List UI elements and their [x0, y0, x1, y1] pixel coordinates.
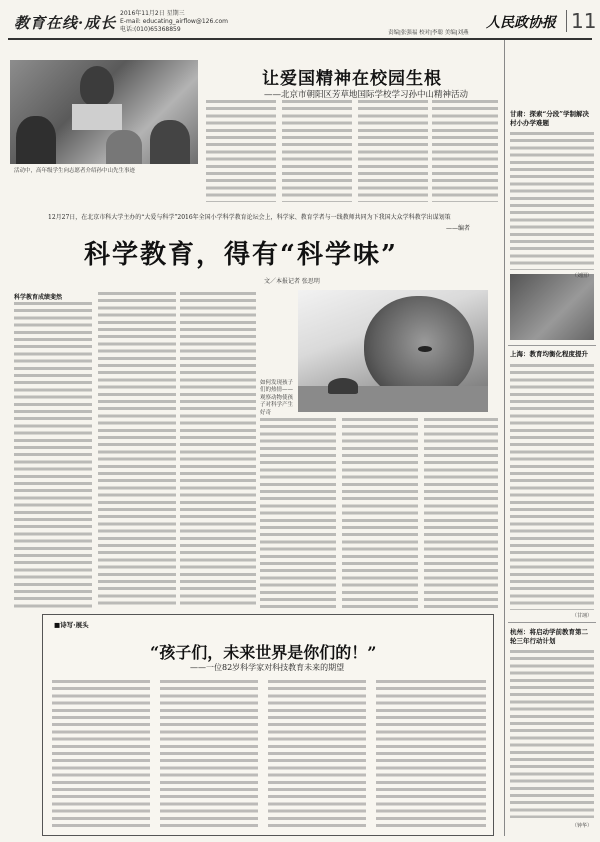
article1-column	[358, 100, 428, 202]
sidebar-signature: （刘国）	[572, 273, 593, 279]
article2-column	[98, 292, 176, 608]
article2-photo	[298, 290, 488, 412]
boxed-article-column	[160, 680, 258, 828]
article2-column	[424, 418, 498, 608]
masthead	[8, 6, 597, 40]
masthead-phone: 电话:(010)65368859	[120, 26, 181, 33]
article2-column	[14, 302, 92, 608]
sidebar-separator	[508, 622, 596, 623]
paper-name: 人民政协报	[486, 15, 556, 31]
article1-column	[206, 100, 276, 202]
boxed-article-column	[268, 680, 366, 828]
photo-person	[150, 120, 190, 164]
page-number: 11	[566, 10, 596, 32]
article1-subheadline: ——北京市朝阳区芳草地国际学校学习孙中山精神活动	[264, 90, 469, 100]
article2-subheading: 科学教育成绩斐然	[14, 294, 63, 301]
sidebar-column	[510, 132, 594, 270]
photo-child	[106, 130, 142, 164]
article2-column	[342, 418, 418, 608]
boxed-article-subheadline: ——一位82岁科学家对科技教育未来的期望	[190, 663, 345, 672]
article2-headline: 科学教育，得有“科学味”	[84, 240, 398, 270]
sidebar-headline-shanghai: 上海：教育均衡化程度提升	[510, 350, 588, 358]
article2-byline: 文／本报记者 张思明	[264, 278, 320, 285]
masthead-date: 2016年11月2日 星期三	[120, 10, 185, 17]
photo-table	[298, 386, 488, 412]
article1-photo	[10, 60, 198, 164]
boxed-article-headline: “孩子们，未来世界是你们的！”	[150, 643, 377, 662]
statue-pedestal	[72, 104, 122, 130]
masthead-meta	[120, 10, 230, 34]
sidebar-divider	[504, 40, 505, 836]
masthead-editors: 责编|张强福 校对|李聪 美编|刘燕	[388, 30, 469, 36]
article1-photo-caption: 活动中，高年级学生向志愿者介绍孙中山先生事迹	[14, 168, 136, 174]
sidebar-column	[510, 650, 594, 818]
boxed-article-tag: ■诗写·展头	[54, 621, 89, 629]
masthead-email: E-mail: educating_airflow@126.com	[120, 18, 228, 25]
article1-column	[432, 100, 498, 202]
sidebar-separator	[508, 345, 596, 346]
section-logo: 教育在线·成长	[14, 14, 117, 32]
article1-headline: 让爱国精神在校园生根	[262, 69, 442, 89]
statue-bust	[80, 66, 114, 106]
photo-person	[16, 116, 56, 164]
child-eye	[418, 346, 432, 352]
snail	[328, 378, 358, 394]
boxed-article-column	[52, 680, 150, 828]
sidebar-signature: （甘翊）	[572, 613, 593, 619]
article2-column	[180, 292, 256, 608]
sidebar-headline-gansu: 甘肃：探索“分段”学制解决村小办学难题	[510, 110, 589, 127]
article2-column	[260, 418, 336, 608]
sidebar-headline-hangzhou: 杭州：将启动学前教育第二轮三年行动计划	[510, 628, 588, 645]
article1-column	[282, 100, 352, 202]
sidebar-column	[510, 364, 594, 610]
boxed-article-column	[376, 680, 486, 828]
sidebar-photo	[510, 274, 594, 340]
article2-lede: 12月27日，在北京市科大学主办的“大爱与科学”2016年全国小学科学教育论坛会上，科学家、教育学者与一线教师共同为下我国大众学科教学出谋划策	[48, 214, 451, 221]
sidebar-signature: （钟华）	[572, 823, 593, 829]
article2-photo-caption: 如何发现孩子们的热情——观察动物使孩子对科学产生好奇	[260, 380, 294, 416]
article2-lede-signature: ——编者	[446, 225, 471, 232]
